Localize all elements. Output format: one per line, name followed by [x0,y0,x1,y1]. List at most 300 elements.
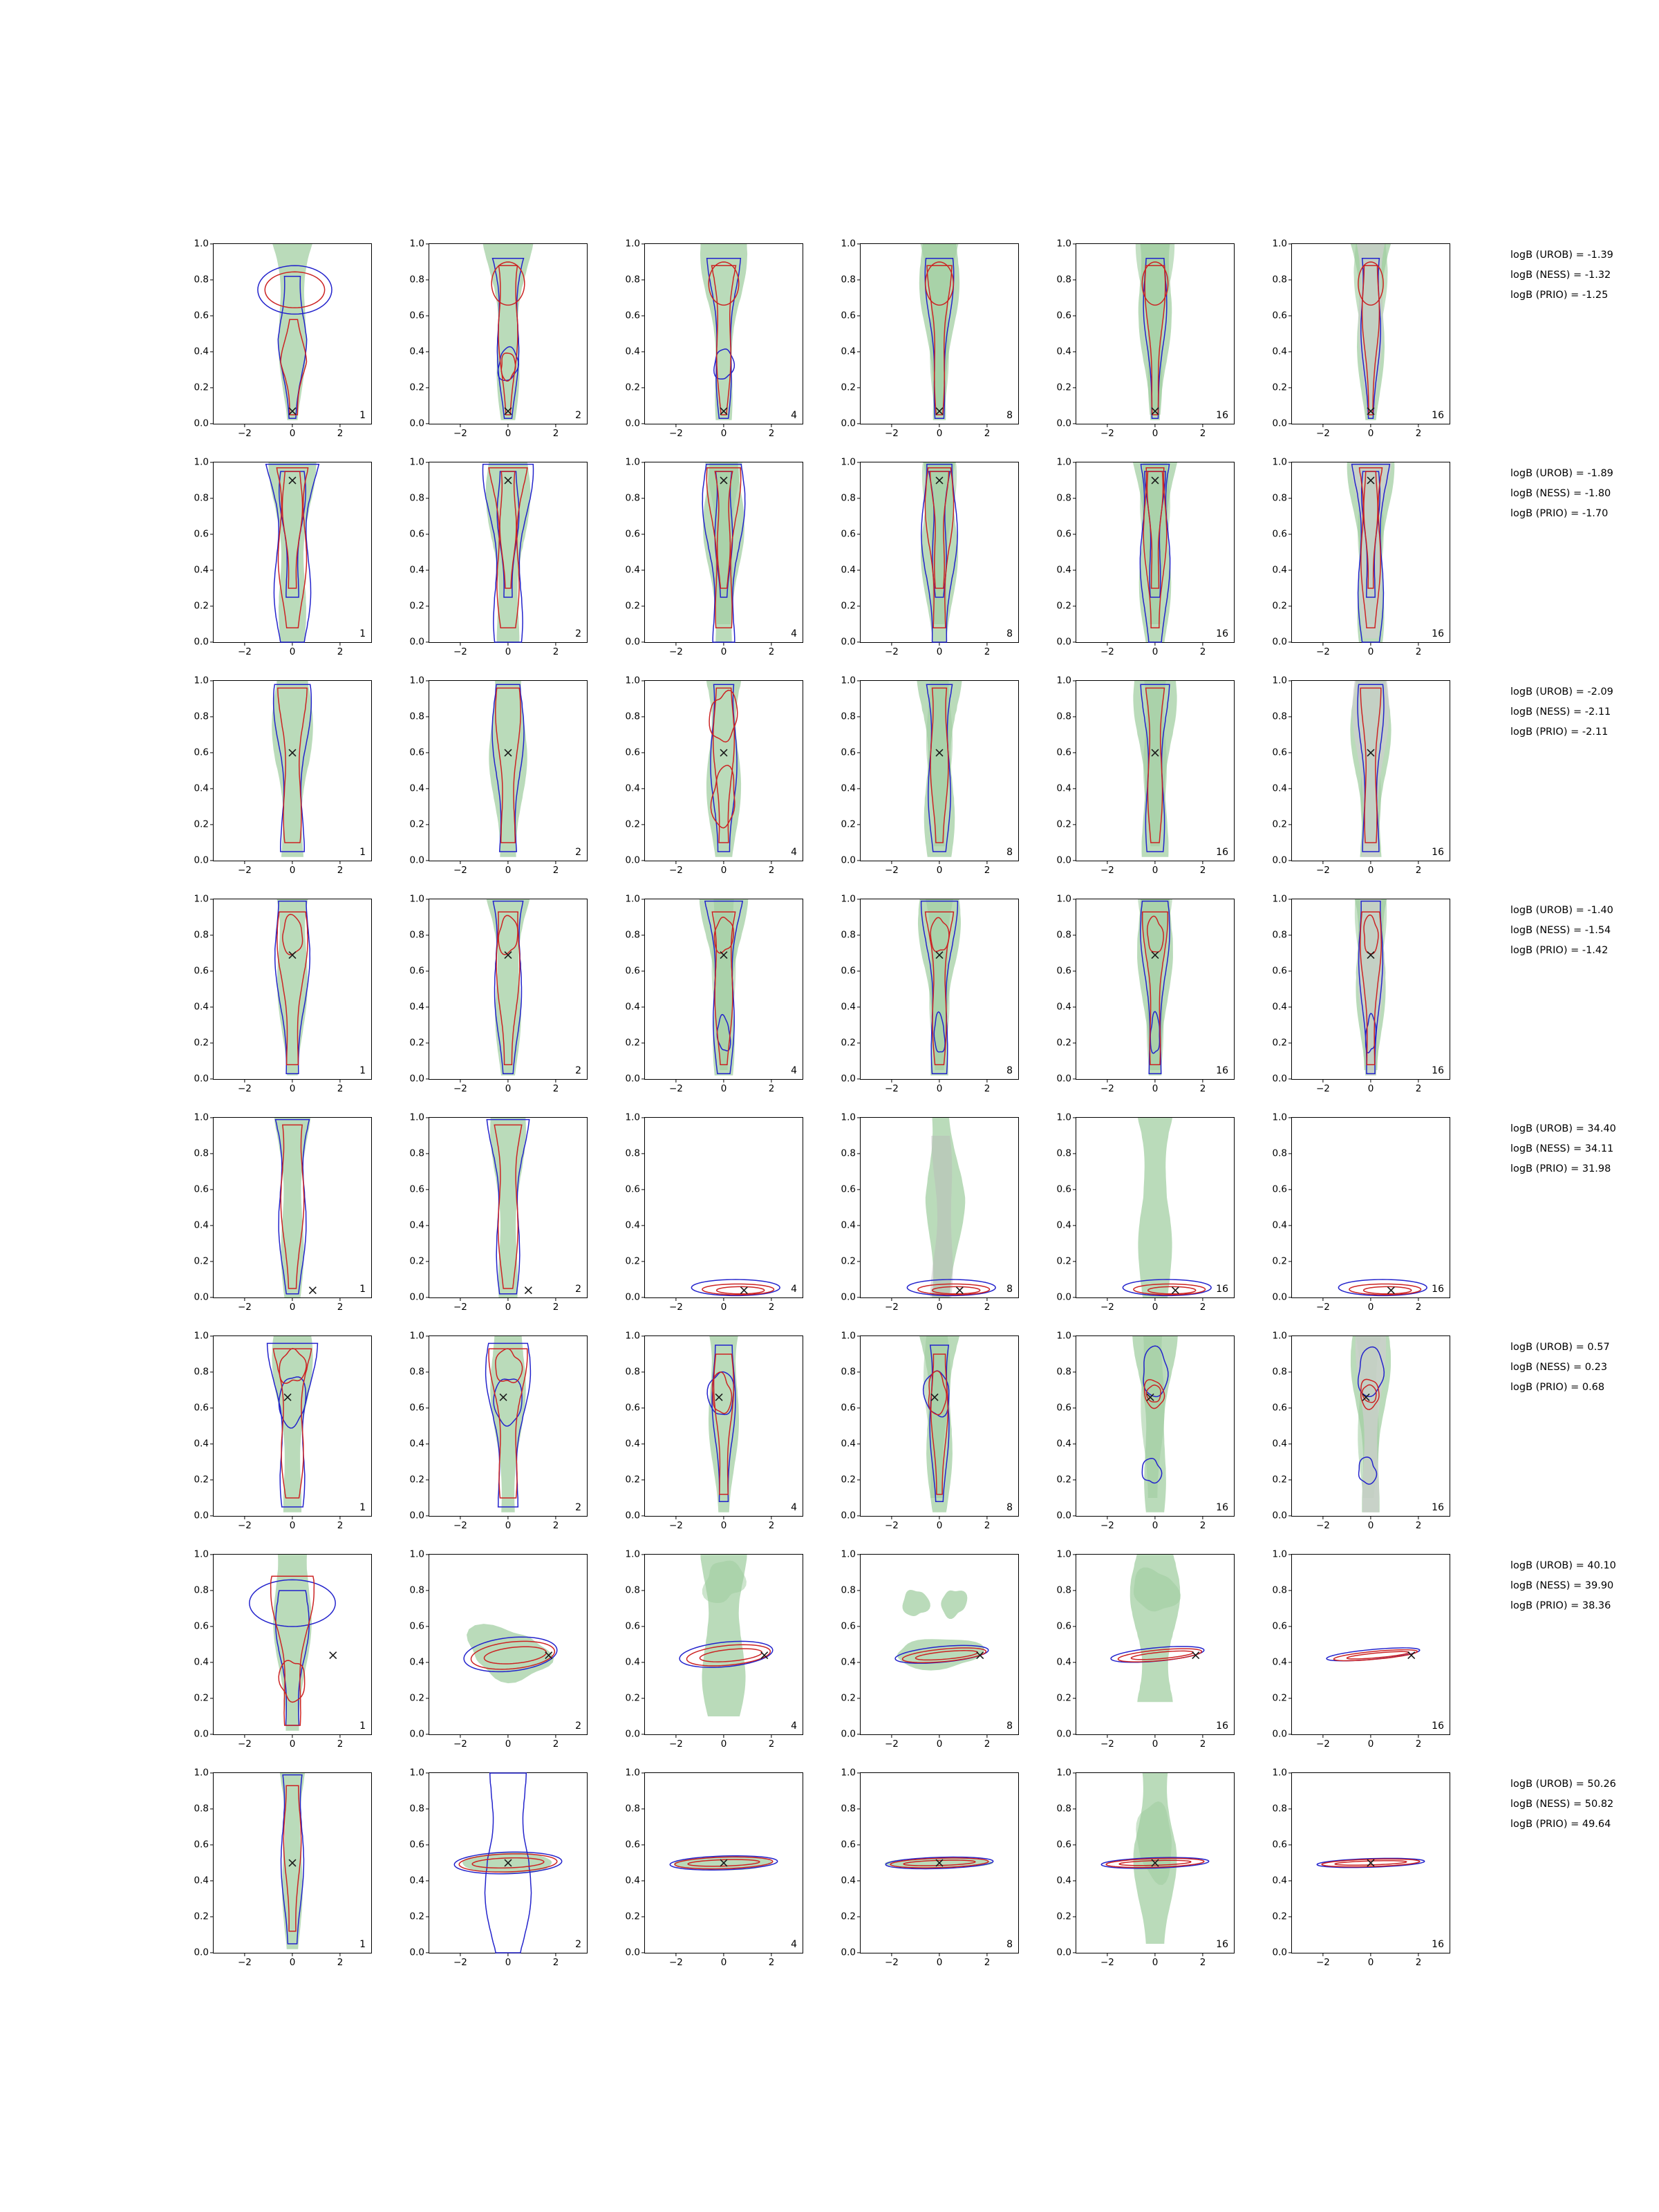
panel-corner-label: 16 [1432,1721,1444,1732]
y-tick-label: 0.8 [1272,711,1287,722]
y-tick-label: 0.6 [625,1183,640,1195]
x-tick-label: 2 [552,646,559,657]
panel-corner-label: 16 [1432,410,1444,421]
y-tick-label: 0.8 [841,492,856,504]
y-tick-label: 0.4 [625,346,640,357]
x-tick-label: 2 [768,865,775,876]
y-tick-label: 0.6 [1056,1620,1071,1632]
x-tick-mark [723,424,724,427]
y-tick-label: 0.8 [409,1803,424,1815]
x-tick-label: −2 [884,1738,899,1750]
x-tick-label: 0 [289,1957,296,1968]
plot-axes [1056,1767,1235,1968]
y-tick-label: 1.0 [1056,1767,1071,1779]
panel-corner-label: 16 [1216,1502,1228,1513]
y-tick-label: 0.2 [841,818,856,830]
y-tick-label: 0.4 [625,1656,640,1668]
x-tick-label: 0 [505,428,512,439]
y-tick-label: 0.6 [409,528,424,540]
plot-axes [1056,456,1235,657]
x-tick-mark [1370,861,1371,864]
plot-axes [841,1112,1019,1313]
plot-axes [194,1767,372,1968]
panel-row [187,893,1500,1117]
x-tick-mark [339,861,340,864]
y-tick-label: 0.2 [1272,1692,1287,1704]
y-tick-label: 0.0 [194,854,209,866]
x-tick-mark [1202,424,1203,427]
plot-axes [1056,893,1235,1094]
plot-panel [834,1330,1024,1531]
plot-axes [1056,1112,1235,1313]
contour-plot-area [1292,1336,1450,1516]
y-tick-label: 0.0 [194,636,209,648]
plot-panel [187,675,377,876]
y-tick-label: 0.6 [1056,1183,1071,1195]
plot-panel [1265,238,1455,439]
x-tick-mark [986,424,987,427]
y-tick-label: 0.2 [841,1692,856,1704]
y-tick-label: 0.6 [841,1839,856,1850]
y-tick-label: 0.0 [194,1291,209,1303]
x-tick-mark [507,861,508,864]
x-tick-label: 0 [936,1738,943,1750]
y-tick-label: 0.2 [194,1037,209,1049]
panel-corner-label: 2 [575,847,581,858]
y-tick-label: 0.6 [1272,1183,1287,1195]
y-tick-label: 0.8 [625,1803,640,1815]
y-tick-label: 0.2 [1056,818,1071,830]
plot-axes [1272,893,1450,1094]
plot-panel [402,1112,592,1313]
y-tick-label: 0.6 [194,1183,209,1195]
plot-axes [194,1548,372,1750]
y-tick-label: 0.6 [409,1402,424,1414]
y-tick-label: 0.4 [409,346,424,357]
contour-plot-area [861,899,1018,1079]
x-tick-label: 0 [936,1302,943,1313]
y-tick-label: 0.2 [1272,1037,1287,1049]
x-tick-label: 2 [552,428,559,439]
x-tick-label: 0 [289,1520,296,1531]
x-tick-mark [244,861,245,864]
panel-row [187,1112,1500,1335]
x-tick-mark [1322,424,1323,427]
y-tick-label: 0.0 [841,1510,856,1521]
x-tick-label: 2 [1415,428,1422,439]
x-tick-label: 0 [1367,1957,1374,1968]
y-tick-label: 1.0 [625,1767,640,1779]
y-tick-label: 0.6 [194,747,209,758]
y-tick-label: 1.0 [841,1112,856,1123]
x-tick-label: −2 [1315,1302,1330,1313]
plot-panel [1049,1330,1239,1531]
y-tick-label: 0.6 [841,1402,856,1414]
x-tick-label: −2 [453,1957,467,1968]
x-tick-label: −2 [237,1738,252,1750]
x-tick-mark [555,1297,556,1301]
x-tick-label: −2 [453,1738,467,1750]
x-tick-label: −2 [1315,1957,1330,1968]
y-tick-label: 0.8 [194,711,209,722]
x-tick-mark [1202,642,1203,646]
x-tick-label: −2 [668,1083,683,1094]
row-annotation: logB (NESS) = -1.54 [1510,925,1611,937]
plot-axes [625,456,803,657]
panel-corner-label: 16 [1432,847,1444,858]
panel-corner-label: 16 [1432,1939,1444,1950]
x-tick-mark [555,861,556,864]
x-tick-label: 2 [337,1520,344,1531]
x-tick-mark [723,1079,724,1082]
x-tick-label: 0 [720,646,727,657]
row-annotation: logB (UROB) = -2.09 [1510,686,1613,697]
plot-panel [1265,893,1455,1094]
y-tick-label: 0.2 [194,1911,209,1922]
contour-plot-area [645,244,803,424]
plot-panel [402,1330,592,1531]
y-tick-label: 0.4 [625,1875,640,1886]
x-tick-mark [891,1079,892,1082]
y-tick-label: 0.8 [1272,492,1287,504]
y-tick-label: 0.6 [194,1402,209,1414]
plot-panel [402,675,592,876]
x-tick-mark [339,1953,340,1956]
panel-corner-label: 1 [359,1065,366,1076]
y-tick-label: 0.4 [409,782,424,794]
y-tick-label: 0.2 [625,382,640,393]
panel-corner-label: 1 [359,628,366,639]
y-tick-label: 0.0 [841,1728,856,1740]
x-tick-label: 0 [1152,428,1159,439]
y-tick-label: 0.8 [625,1147,640,1159]
y-tick-label: 0.0 [841,854,856,866]
plot-panel [1265,1767,1455,1968]
y-tick-label: 0.2 [1056,1911,1071,1922]
y-tick-label: 0.6 [1272,747,1287,758]
y-tick-label: 0.6 [841,965,856,977]
x-tick-mark [891,1516,892,1519]
x-tick-mark [675,1734,676,1738]
y-tick-label: 0.6 [625,310,640,321]
plot-axes [1272,238,1450,439]
y-tick-label: 1.0 [194,675,209,686]
panel-corner-label: 2 [575,1721,581,1732]
y-tick-label: 0.4 [625,782,640,794]
x-tick-mark [1322,642,1323,646]
plot-axes [194,456,372,657]
x-tick-mark [891,1297,892,1301]
plot-panel [1049,675,1239,876]
plot-panel [402,893,592,1094]
x-tick-label: −2 [884,865,899,876]
y-tick-label: 0.4 [1272,1219,1287,1231]
x-tick-label: 2 [552,865,559,876]
plot-axes [1272,1767,1450,1968]
plot-axes [841,1548,1019,1750]
plot-panel [1049,1548,1239,1750]
x-tick-label: −2 [668,1738,683,1750]
x-tick-mark [244,424,245,427]
y-tick-label: 1.0 [194,893,209,905]
panel-corner-label: 16 [1216,1284,1228,1295]
y-tick-label: 0.0 [1056,1073,1071,1085]
row-annotation-block [1510,250,1613,311]
x-tick-label: −2 [668,1520,683,1531]
plot-axes [1056,1548,1235,1750]
y-tick-label: 0.2 [194,1474,209,1485]
y-tick-label: 0.6 [625,747,640,758]
x-tick-mark [507,1079,508,1082]
x-tick-mark [723,1734,724,1738]
x-tick-mark [723,861,724,864]
y-tick-label: 0.6 [841,1620,856,1632]
plot-axes [194,675,372,876]
x-tick-mark [891,424,892,427]
plot-panel [1265,1330,1455,1531]
x-tick-mark [723,1953,724,1956]
x-tick-mark [986,1516,987,1519]
y-tick-label: 0.8 [1056,1366,1071,1378]
contour-plot-area [214,244,371,424]
panel-corner-label: 2 [575,1939,581,1950]
y-tick-label: 0.4 [1272,564,1287,576]
y-tick-label: 0.8 [841,274,856,285]
x-tick-label: −2 [668,1957,683,1968]
row-annotation: logB (NESS) = -1.32 [1510,270,1611,281]
x-tick-label: −2 [1100,865,1114,876]
y-tick-label: 1.0 [625,893,640,905]
contour-plot-area [1292,1773,1450,1953]
plot-panel [402,456,592,657]
y-tick-label: 0.0 [1056,636,1071,648]
y-tick-label: 1.0 [1272,893,1287,905]
y-tick-label: 0.2 [1272,1255,1287,1267]
y-tick-label: 0.4 [1056,1438,1071,1450]
y-tick-label: 0.8 [625,929,640,941]
plot-axes [841,893,1019,1094]
y-tick-label: 0.6 [625,1839,640,1850]
x-tick-label: 2 [768,428,775,439]
y-tick-label: 0.8 [841,1803,856,1815]
panel-corner-label: 16 [1216,847,1228,858]
x-tick-mark [244,1734,245,1738]
y-tick-label: 0.0 [409,1728,424,1740]
plot-panel [834,456,1024,657]
y-tick-label: 0.8 [625,274,640,285]
plot-axes [841,238,1019,439]
plot-axes [1272,1112,1450,1313]
y-tick-label: 0.0 [1272,1073,1287,1085]
x-tick-mark [1202,1297,1203,1301]
x-tick-label: −2 [237,1083,252,1094]
x-tick-label: −2 [668,646,683,657]
y-tick-label: 0.4 [194,564,209,576]
contour-plot-area [1076,462,1234,642]
contour-plot-area [645,899,803,1079]
plot-panel [187,893,377,1094]
y-tick-label: 0.8 [1056,711,1071,722]
y-tick-label: 1.0 [409,1767,424,1779]
y-tick-label: 0.2 [625,1037,640,1049]
y-tick-label: 0.6 [625,1620,640,1632]
x-tick-label: 0 [505,1520,512,1531]
y-tick-label: 1.0 [1056,675,1071,686]
y-tick-label: 1.0 [841,1548,856,1560]
panel-corner-label: 8 [1006,847,1013,858]
y-tick-label: 0.2 [1272,1474,1287,1485]
row-annotation: logB (NESS) = -1.80 [1510,488,1611,500]
y-tick-label: 0.2 [409,1692,424,1704]
plot-panel [834,893,1024,1094]
x-tick-mark [1370,1953,1371,1956]
x-tick-mark [507,642,508,646]
panel-corner-label: 4 [791,1065,797,1076]
y-tick-label: 1.0 [1056,238,1071,250]
x-tick-label: 2 [1199,1738,1206,1750]
x-tick-label: 2 [768,1083,775,1094]
x-tick-mark [507,424,508,427]
x-tick-label: 2 [1415,1083,1422,1094]
plot-panel [618,1767,808,1968]
panel-corner-label: 8 [1006,410,1013,421]
x-tick-mark [1370,1297,1371,1301]
y-tick-label: 0.4 [194,1656,209,1668]
x-tick-label: 0 [936,428,943,439]
y-tick-label: 1.0 [1272,1330,1287,1342]
y-tick-label: 0.4 [1272,1875,1287,1886]
y-tick-label: 0.6 [841,528,856,540]
x-tick-mark [507,1516,508,1519]
y-tick-label: 1.0 [625,456,640,468]
row-annotation: logB (PRIO) = -2.11 [1510,727,1609,738]
y-tick-label: 1.0 [194,1112,209,1123]
y-tick-label: 0.6 [1272,310,1287,321]
panel-corner-label: 2 [575,1065,581,1076]
x-tick-mark [675,1297,676,1301]
x-tick-label: −2 [237,1302,252,1313]
x-tick-label: 2 [1415,1302,1422,1313]
x-tick-label: 0 [1367,1520,1374,1531]
contour-plot-area [1076,1773,1234,1953]
x-tick-label: 2 [1199,1520,1206,1531]
x-tick-label: 2 [984,646,991,657]
y-tick-label: 1.0 [1056,893,1071,905]
x-tick-label: 0 [289,1083,296,1094]
y-tick-label: 0.8 [625,711,640,722]
plot-panel [834,238,1024,439]
y-tick-label: 0.8 [1056,929,1071,941]
panel-corner-label: 16 [1432,1284,1444,1295]
y-tick-label: 0.0 [625,1510,640,1521]
x-tick-label: −2 [1315,865,1330,876]
y-tick-label: 1.0 [1272,675,1287,686]
y-tick-label: 0.2 [409,1474,424,1485]
y-tick-label: 1.0 [1056,1330,1071,1342]
panel-corner-label: 16 [1432,1502,1444,1513]
x-tick-label: 2 [552,1083,559,1094]
y-tick-label: 0.6 [625,528,640,540]
plot-panel [187,1112,377,1313]
x-tick-mark [675,1953,676,1956]
y-tick-label: 0.6 [194,310,209,321]
y-tick-label: 0.4 [1272,1001,1287,1013]
panel-corner-label: 1 [359,1721,366,1732]
plot-axes [1056,1330,1235,1531]
y-tick-label: 0.4 [625,1438,640,1450]
x-tick-mark [1322,861,1323,864]
plot-panel [187,238,377,439]
y-tick-label: 0.0 [625,636,640,648]
y-tick-label: 0.4 [409,1219,424,1231]
x-tick-label: −2 [1100,1520,1114,1531]
panel-row [187,675,1500,899]
panel-corner-label: 2 [575,410,581,421]
x-tick-mark [723,642,724,646]
x-tick-label: −2 [237,1520,252,1531]
y-tick-label: 0.8 [194,1584,209,1596]
y-tick-label: 1.0 [1272,1112,1287,1123]
plot-axes [409,1112,588,1313]
x-tick-mark [986,1953,987,1956]
y-tick-label: 0.4 [1056,1656,1071,1668]
y-tick-label: 1.0 [625,1112,640,1123]
row-annotation: logB (NESS) = 34.11 [1510,1143,1614,1155]
y-tick-label: 1.0 [1056,1548,1071,1560]
x-tick-label: 2 [552,1957,559,1968]
x-tick-label: −2 [884,1083,899,1094]
y-tick-label: 0.0 [841,418,856,429]
y-tick-label: 0.0 [409,1291,424,1303]
y-tick-label: 0.0 [194,1510,209,1521]
y-tick-label: 0.0 [1272,418,1287,429]
x-tick-mark [1370,1079,1371,1082]
y-tick-label: 0.6 [1272,1620,1287,1632]
plot-axes [1056,675,1235,876]
y-tick-label: 0.0 [1056,1291,1071,1303]
x-tick-mark [1154,1516,1155,1519]
y-tick-label: 0.2 [841,1255,856,1267]
y-tick-label: 0.4 [841,1875,856,1886]
y-tick-label: 0.4 [841,782,856,794]
x-tick-label: 0 [720,428,727,439]
contour-plot-area [214,681,371,861]
panel-corner-label: 2 [575,628,581,639]
x-tick-mark [1202,1734,1203,1738]
panel-row [187,456,1500,680]
row-annotation: logB (PRIO) = 38.36 [1510,1600,1611,1612]
plot-axes [841,675,1019,876]
y-tick-label: 0.4 [1272,782,1287,794]
x-tick-mark [339,1297,340,1301]
x-tick-label: 2 [337,1083,344,1094]
x-tick-mark [1202,861,1203,864]
x-tick-label: 0 [1152,646,1159,657]
y-tick-label: 0.2 [841,382,856,393]
y-tick-label: 0.6 [1056,1402,1071,1414]
x-tick-label: 0 [1152,1083,1159,1094]
y-tick-label: 0.6 [194,1839,209,1850]
plot-panel [1265,456,1455,657]
y-tick-label: 0.2 [409,382,424,393]
x-tick-label: 2 [1415,865,1422,876]
x-tick-label: −2 [1315,428,1330,439]
y-tick-label: 0.8 [1056,1584,1071,1596]
y-tick-label: 0.4 [1272,346,1287,357]
x-tick-label: 2 [1199,646,1206,657]
x-tick-label: 0 [1152,865,1159,876]
y-tick-label: 0.8 [841,1366,856,1378]
